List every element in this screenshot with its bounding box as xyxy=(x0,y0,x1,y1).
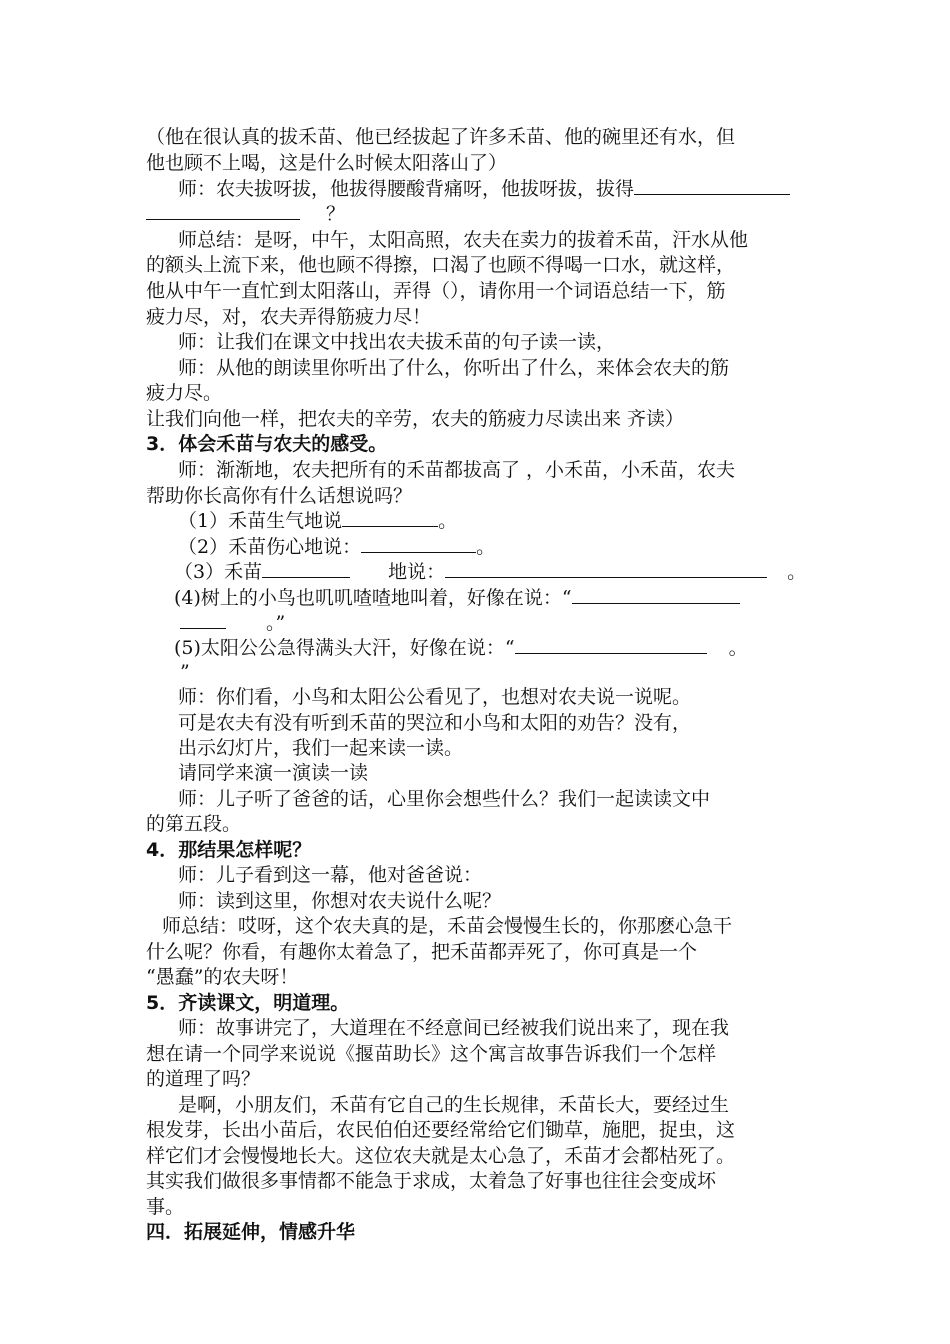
text-line: 师：故事讲完了，大道理在不经意间已经被我们说出来了，现在我 xyxy=(178,1017,730,1039)
text-line: （3）禾苗 地说： 。 xyxy=(174,561,807,583)
text-line: 是啊，小朋友们，禾苗有它自己的生长规律，禾苗长大，要经过生 xyxy=(178,1094,730,1116)
text-line: （1）禾苗生气地说 。 xyxy=(178,510,458,532)
text-line: 他从中午一直忙到太阳落山，弄得（），请你用一个词语总结一下，筋 xyxy=(146,280,726,302)
fill-blank xyxy=(634,178,790,195)
section-heading: 四．拓展延伸，情感升华 xyxy=(146,1221,356,1243)
text-line: 请同学来演一演读一读 xyxy=(178,762,369,784)
text-line: 他也顾不上喝，这是什么时候太阳落山了） xyxy=(146,152,508,174)
text-line: (5)太阳公公急得满头大汗，好像在说：“ 。 xyxy=(174,637,748,659)
text-line: 让我们向他一样，把农夫的辛劳，农夫的筋疲力尽读出来 齐读） xyxy=(146,408,685,430)
section-heading: 5．齐读课文，明道理。 xyxy=(146,992,350,1014)
text-line: 可是农夫有没有听到禾苗的哭泣和小鸟和太阳的劝告？没有， xyxy=(178,712,692,734)
text-line: ” xyxy=(180,661,190,683)
text-line: “愚蠢”的农夫呀！ xyxy=(146,966,299,988)
text-line: 师：农夫拔呀拔，他拔得腰酸背痛呀，他拔呀拔，拔得 xyxy=(178,177,790,201)
text-line: 师总结：是呀，中午，太阳高照，农夫在卖力的拔着禾苗，汗水从他 xyxy=(178,229,749,251)
fill-blank xyxy=(342,510,438,527)
text-line: 师：儿子看到这一幕，他对爸爸说： xyxy=(178,864,483,886)
text-line: 帮助你长高你有什么话想说吗？ xyxy=(146,485,413,507)
text-line: 什么呢？你看，有趣你太着急了，把禾苗都弄死了，你可真是一个 xyxy=(146,941,698,963)
section-heading: 3．体会禾苗与农夫的感受。 xyxy=(146,433,388,455)
text-line: 出示幻灯片，我们一起来读一读。 xyxy=(178,737,464,759)
fill-blank xyxy=(445,561,767,578)
text-line: 师：你们看，小鸟和太阳公公看见了，也想对农夫说一说呢。 xyxy=(178,686,692,708)
text-line: 的额头上流下来，他也顾不得擦，口渴了也顾不得喝一口水，就这样， xyxy=(146,254,736,276)
text-line: 师：儿子听了爸爸的话，心里你会想些什么？我们一起读读文中 xyxy=(178,788,711,810)
text-line: 的第五段。 xyxy=(146,813,242,835)
text-line: (4)树上的小鸟也叽叽喳喳地叫着，好像在说：“ xyxy=(174,586,740,610)
text-line: 师总结：哎呀，这个农夫真的是，禾苗会慢慢生长的，你那麽心急干 xyxy=(162,915,733,937)
fill-blank xyxy=(262,561,350,578)
fill-blank xyxy=(146,203,300,220)
text-line: 样它们才会慢慢地长大。这位农夫就是太心急了，禾苗才会都枯死了。 xyxy=(146,1145,736,1167)
text-line: 。” xyxy=(180,611,285,635)
text-line: 师：读到这里，你想对农夫说什么呢？ xyxy=(178,890,502,912)
fill-blank xyxy=(572,587,740,604)
text-line: 的道理了吗？ xyxy=(146,1068,261,1090)
text-line: 师：从他的朗读里你听出了什么，你听出了什么，来体会农夫的筋 xyxy=(178,357,730,379)
text-line: （他在很认真的拔禾苗、他已经拔起了许多禾苗、他的碗里还有水，但 xyxy=(146,126,736,148)
fill-blank xyxy=(515,637,707,654)
text-line: 其实我们做很多事情都不能急于求成，太着急了好事也往往会变成坏 xyxy=(146,1170,717,1192)
text-line: ？ xyxy=(146,202,345,226)
fill-blank xyxy=(180,612,226,629)
text-line: 根发芽，长出小苗后，农民伯伯还要经常给它们锄草，施肥，捉虫，这 xyxy=(146,1119,736,1141)
text-line: 师：让我们在课文中找出农夫拔禾苗的句子读一读， xyxy=(178,331,616,353)
section-heading: 4．那结果怎样呢？ xyxy=(146,839,312,861)
text-line: 疲力尽，对，农夫弄得筋疲力尽！ xyxy=(146,306,432,328)
text-line: 师：渐渐地，农夫把所有的禾苗都拔高了 ，小禾苗，小禾苗，农夫 xyxy=(178,459,736,481)
text-line: 疲力尽。 xyxy=(146,382,223,404)
text-line: 事。 xyxy=(146,1196,185,1218)
text-line: 想在请一个同学来说说《揠苗助长》这个寓言故事告诉我们一个怎样 xyxy=(146,1043,717,1065)
fill-blank xyxy=(361,536,476,553)
text-line: （2）禾苗伤心地说： 。 xyxy=(178,536,496,558)
